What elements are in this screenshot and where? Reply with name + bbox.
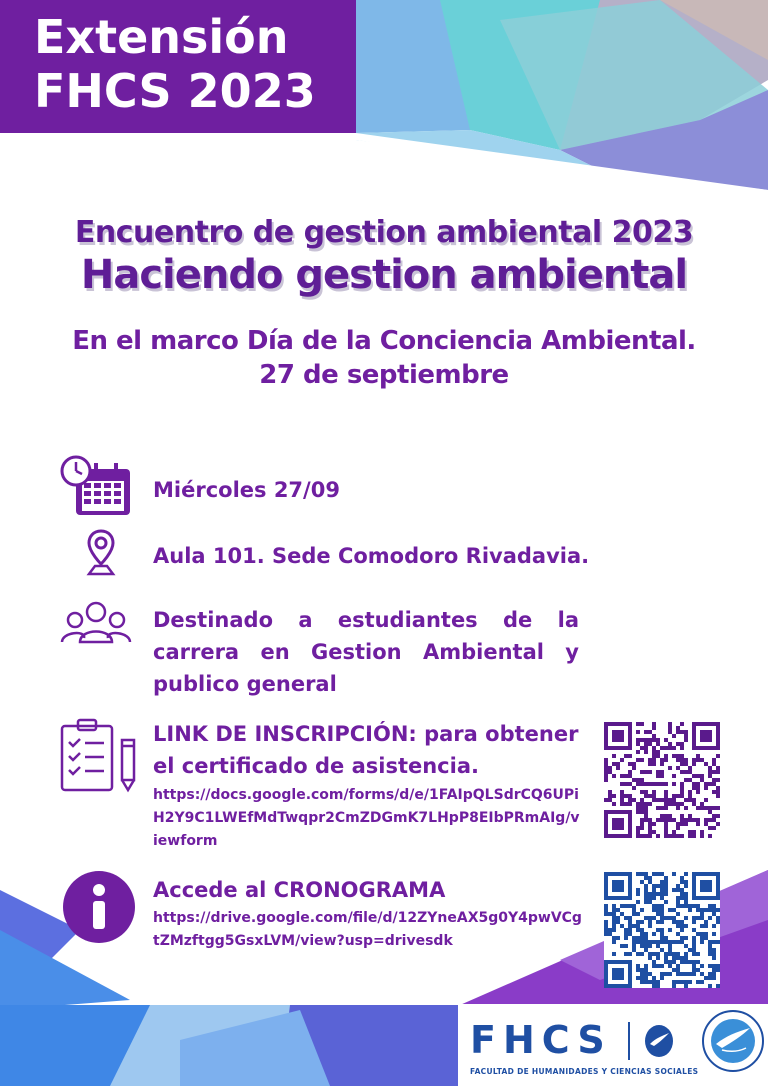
badge-line-1: Extensión (34, 10, 289, 64)
event-location: Aula 101. Sede Comodoro Rivadavia. (153, 544, 590, 568)
schedule-link[interactable]: https://drive.google.com/file/d/12ZYneAX5g0Y4pwVCgtZMzftgg5GsxLVM/view?usp=drivesdk (153, 910, 582, 949)
registration-title: LINK DE INSCRIPCIÓN: para obtener el certificado de asistencia. (153, 722, 579, 778)
location-pin-icon (86, 528, 116, 576)
event-audience: Destinado a estudiantes de la carrera en Gestion Ambiental y publico general (153, 608, 579, 696)
group-people-icon (60, 600, 132, 644)
fhcs-logo-text: FHCS (470, 1018, 612, 1062)
logo-divider (628, 1022, 630, 1060)
extension-badge (0, 0, 356, 133)
badge-line-2: FHCS 2023 (34, 64, 316, 118)
calendar-clock-icon (60, 455, 132, 517)
registration-qr-code[interactable] (604, 722, 720, 838)
event-subtitle: Haciendo gestion ambiental (80, 252, 688, 298)
schedule-qr-code[interactable] (604, 872, 720, 988)
event-date-heading: 27 de septiembre (259, 360, 509, 390)
title-block (0, 215, 768, 392)
checklist-icon (58, 716, 140, 794)
schedule-title: Accede al CRONOGRAMA (153, 878, 446, 902)
event-context: En el marco Día de la Conciencia Ambiental. (72, 326, 696, 356)
event-date: Miércoles 27/09 (153, 478, 340, 502)
university-seal-icon (702, 1010, 764, 1072)
event-title: Encuentro de gestion ambiental 2023 (74, 215, 694, 250)
info-icon (62, 870, 136, 944)
registration-link[interactable]: https://docs.google.com/forms/d/e/1FAIpQLSdrCQ6UPiH2Y9C1LWEfMdTwqpr2CmZDGmK7LHpP8EIbPRmAIg/viewform (153, 787, 580, 849)
bird-emblem-icon (644, 1024, 674, 1058)
fhcs-logo-subtitle: FACULTAD DE HUMANIDADES Y CIENCIAS SOCIALES (470, 1067, 699, 1076)
